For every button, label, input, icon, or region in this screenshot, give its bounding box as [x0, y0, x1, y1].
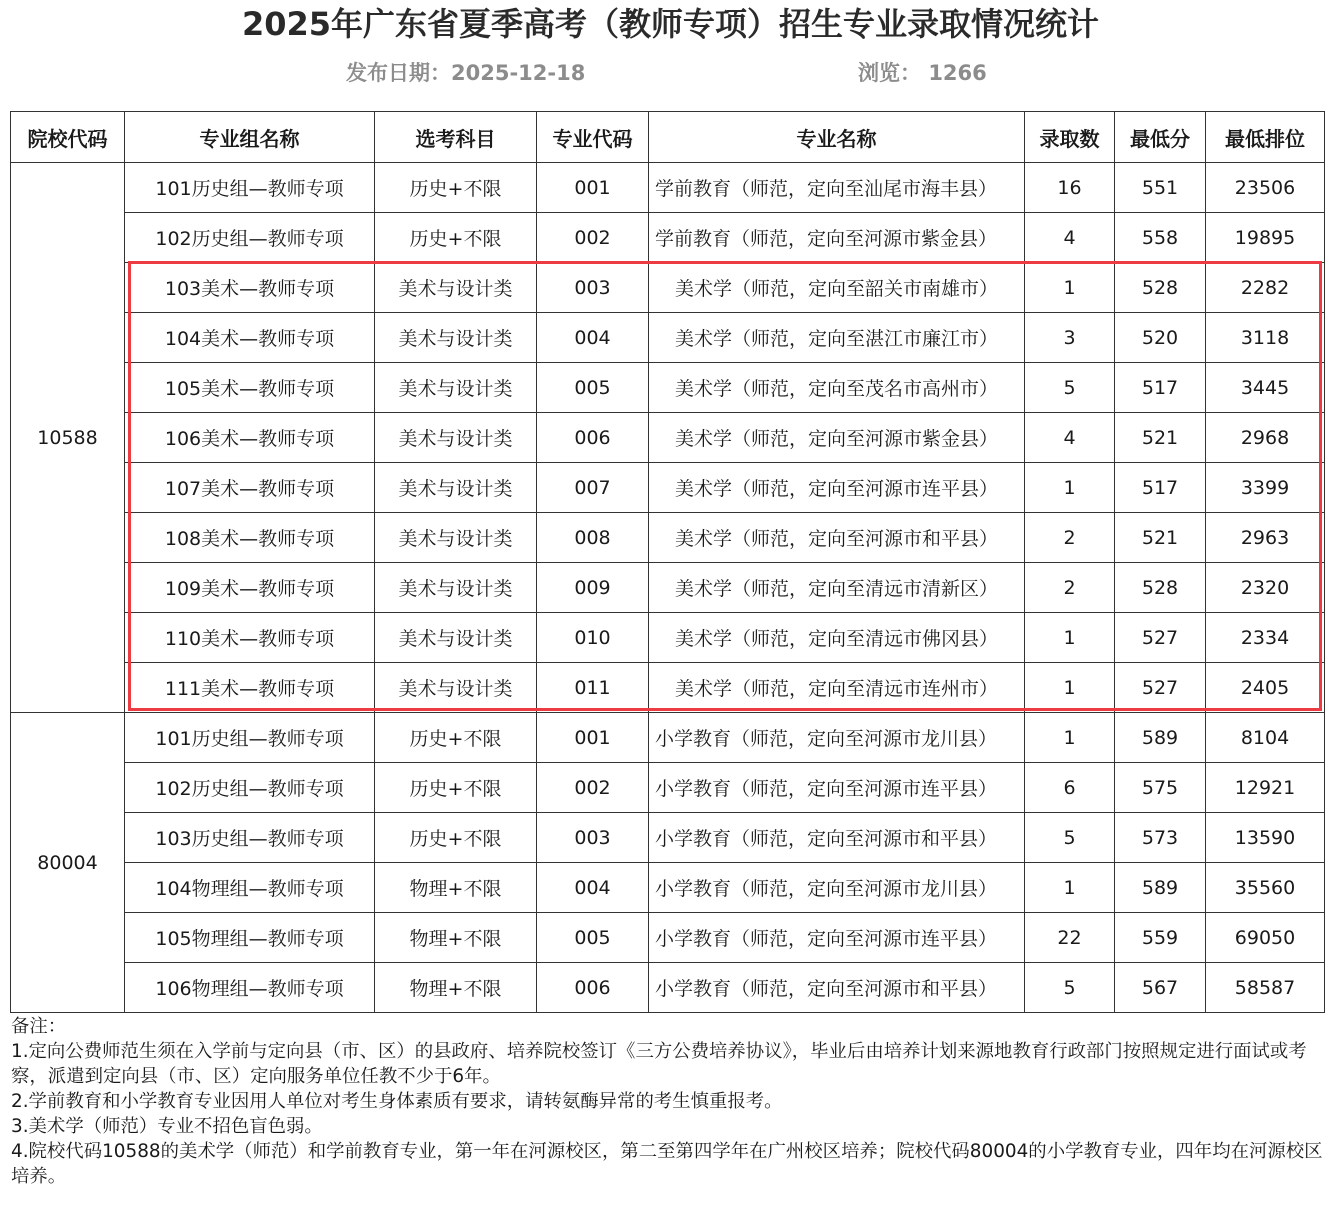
- cell-code: 009: [537, 563, 649, 613]
- cell-group: 101历史组—教师专项: [125, 163, 375, 213]
- cell-count: 1: [1025, 463, 1115, 513]
- cell-min-score: 551: [1115, 163, 1206, 213]
- cell-code: 002: [537, 763, 649, 813]
- note-item: 3.美术学（师范）专业不招色盲色弱。: [11, 1116, 323, 1137]
- cell-min-score: 527: [1115, 613, 1206, 663]
- cell-min-score: 558: [1115, 213, 1206, 263]
- cell-min-rank: 3118: [1206, 313, 1325, 363]
- cell-count: 5: [1025, 363, 1115, 413]
- cell-group: 102历史组—教师专项: [125, 763, 375, 813]
- note-item: 2.学前教育和小学教育专业因用人单位对考生身体素质有要求，请转氨酶异常的考生慎重报考。: [11, 1091, 783, 1112]
- cell-group: 102历史组—教师专项: [125, 213, 375, 263]
- cell-group: 110美术—教师专项: [125, 613, 375, 663]
- cell-min-rank: 2334: [1206, 613, 1325, 663]
- cell-group: 105美术—教师专项: [125, 363, 375, 413]
- cell-count: 1: [1025, 863, 1115, 913]
- cell-count: 1: [1025, 263, 1115, 313]
- cell-group: 104美术—教师专项: [125, 313, 375, 363]
- cell-subject: 历史+不限: [375, 163, 537, 213]
- column-header: 专业名称: [649, 112, 1025, 163]
- cell-min-score: 521: [1115, 413, 1206, 463]
- cell-code: 004: [537, 313, 649, 363]
- table-row: [11, 713, 1325, 763]
- table-row: [11, 563, 1325, 613]
- table-row: [11, 963, 1325, 1013]
- table-row: [11, 313, 1325, 363]
- cell-min-score: 589: [1115, 713, 1206, 763]
- cell-code: 005: [537, 913, 649, 963]
- cell-group: 109美术—教师专项: [125, 563, 375, 613]
- cell-min-rank: 2405: [1206, 663, 1325, 713]
- cell-subject: 物理+不限: [375, 913, 537, 963]
- cell-code: 006: [537, 963, 649, 1013]
- column-header: 专业组名称: [125, 112, 375, 163]
- cell-count: 6: [1025, 763, 1115, 813]
- cell-min-rank: 2968: [1206, 413, 1325, 463]
- cell-code: 004: [537, 863, 649, 913]
- cell-min-rank: 3445: [1206, 363, 1325, 413]
- table-row: [11, 913, 1325, 963]
- cell-count: 5: [1025, 813, 1115, 863]
- cell-min-rank: 2282: [1206, 263, 1325, 313]
- school-code-cell: 10588: [11, 163, 125, 713]
- cell-major: 美术学（师范，定向至湛江市廉江市）: [649, 313, 1025, 363]
- cell-count: 2: [1025, 563, 1115, 613]
- cell-min-score: 575: [1115, 763, 1206, 813]
- cell-min-score: 521: [1115, 513, 1206, 563]
- column-header: 院校代码: [11, 112, 125, 163]
- cell-min-rank: 35560: [1206, 863, 1325, 913]
- cell-code: 008: [537, 513, 649, 563]
- cell-subject: 美术与设计类: [375, 463, 537, 513]
- page-title: 2025年广东省夏季高考（教师专项）招生专业录取情况统计: [241, 5, 1100, 43]
- table-row: [11, 413, 1325, 463]
- table-row: [11, 463, 1325, 513]
- view-count-value: 1266: [928, 61, 987, 85]
- cell-min-score: 527: [1115, 663, 1206, 713]
- cell-subject: 历史+不限: [375, 813, 537, 863]
- view-count: [858, 58, 987, 88]
- cell-group: 105物理组—教师专项: [125, 913, 375, 963]
- cell-major: 美术学（师范，定向至河源市连平县）: [649, 463, 1025, 513]
- cell-min-rank: 2963: [1206, 513, 1325, 563]
- cell-major: 学前教育（师范，定向至汕尾市海丰县）: [649, 163, 1025, 213]
- cell-min-rank: 2320: [1206, 563, 1325, 613]
- cell-min-rank: 13590: [1206, 813, 1325, 863]
- column-header: 最低排位: [1206, 112, 1325, 163]
- cell-major: 小学教育（师范，定向至河源市和平县）: [649, 813, 1025, 863]
- cell-group: 108美术—教师专项: [125, 513, 375, 563]
- cell-subject: 历史+不限: [375, 763, 537, 813]
- admission-table: [10, 111, 1325, 1013]
- cell-code: 003: [537, 263, 649, 313]
- view-count-label: 浏览：: [858, 61, 921, 85]
- cell-subject: 物理+不限: [375, 963, 537, 1013]
- table-row: [11, 813, 1325, 863]
- table-row: [11, 663, 1325, 713]
- cell-subject: 物理+不限: [375, 863, 537, 913]
- cell-min-score: 589: [1115, 863, 1206, 913]
- cell-min-score: 573: [1115, 813, 1206, 863]
- column-header: 专业代码: [537, 112, 649, 163]
- cell-min-score: 520: [1115, 313, 1206, 363]
- cell-count: 16: [1025, 163, 1115, 213]
- cell-code: 010: [537, 613, 649, 663]
- cell-min-rank: 12921: [1206, 763, 1325, 813]
- cell-major: 美术学（师范，定向至河源市和平县）: [649, 513, 1025, 563]
- cell-subject: 美术与设计类: [375, 363, 537, 413]
- cell-code: 002: [537, 213, 649, 263]
- cell-group: 107美术—教师专项: [125, 463, 375, 513]
- cell-major: 美术学（师范，定向至清远市清新区）: [649, 563, 1025, 613]
- cell-subject: 美术与设计类: [375, 563, 537, 613]
- table-row: [11, 213, 1325, 263]
- cell-major: 小学教育（师范，定向至河源市连平县）: [649, 913, 1025, 963]
- cell-group: 106物理组—教师专项: [125, 963, 375, 1013]
- cell-count: 4: [1025, 413, 1115, 463]
- cell-major: 美术学（师范，定向至韶关市南雄市）: [649, 263, 1025, 313]
- cell-major: 小学教育（师范，定向至河源市和平县）: [649, 963, 1025, 1013]
- column-header: 录取数: [1025, 112, 1115, 163]
- cell-count: 4: [1025, 213, 1115, 263]
- cell-min-score: 517: [1115, 463, 1206, 513]
- school-code-cell: 80004: [11, 713, 125, 1013]
- cell-group: 101历史组—教师专项: [125, 713, 375, 763]
- cell-min-rank: 23506: [1206, 163, 1325, 213]
- cell-count: 1: [1025, 613, 1115, 663]
- cell-subject: 美术与设计类: [375, 613, 537, 663]
- table-header-row: [11, 112, 1325, 163]
- cell-code: 011: [537, 663, 649, 713]
- cell-subject: 历史+不限: [375, 213, 537, 263]
- cell-min-score: 559: [1115, 913, 1206, 963]
- cell-major: 美术学（师范，定向至河源市紫金县）: [649, 413, 1025, 463]
- table-row: [11, 263, 1325, 313]
- cell-count: 1: [1025, 713, 1115, 763]
- cell-subject: 美术与设计类: [375, 663, 537, 713]
- cell-subject: 美术与设计类: [375, 313, 537, 363]
- cell-min-rank: 3399: [1206, 463, 1325, 513]
- cell-subject: 美术与设计类: [375, 263, 537, 313]
- cell-subject: 美术与设计类: [375, 513, 537, 563]
- cell-count: 5: [1025, 963, 1115, 1013]
- cell-count: 2: [1025, 513, 1115, 563]
- cell-major: 美术学（师范，定向至茂名市高州市）: [649, 363, 1025, 413]
- cell-major: 美术学（师范，定向至清远市连州市）: [649, 663, 1025, 713]
- cell-group: 103美术—教师专项: [125, 263, 375, 313]
- cell-min-rank: 8104: [1206, 713, 1325, 763]
- publish-date: [346, 58, 585, 88]
- cell-major: 小学教育（师范，定向至河源市龙川县）: [649, 863, 1025, 913]
- cell-major: 学前教育（师范，定向至河源市紫金县）: [649, 213, 1025, 263]
- cell-min-rank: 58587: [1206, 963, 1325, 1013]
- cell-major: 小学教育（师范，定向至河源市连平县）: [649, 763, 1025, 813]
- cell-code: 005: [537, 363, 649, 413]
- cell-count: 1: [1025, 663, 1115, 713]
- cell-min-score: 528: [1115, 263, 1206, 313]
- cell-min-score: 517: [1115, 363, 1206, 413]
- cell-min-rank: 69050: [1206, 913, 1325, 963]
- table-row: [11, 763, 1325, 813]
- cell-count: 22: [1025, 913, 1115, 963]
- table-row: [11, 613, 1325, 663]
- cell-min-score: 528: [1115, 563, 1206, 613]
- note-item: 1.定向公费师范生须在入学前与定向县（市、区）的县政府、培养院校签订《三方公费培养协议》，毕业后由培养计划来源地教育行政部门按照规定进行面试或考察，派遣到定向县（市、区）定向服务单位任教不少于6年。: [11, 1041, 1307, 1087]
- publish-date-value: 2025-12-18: [451, 61, 586, 85]
- cell-group: 103历史组—教师专项: [125, 813, 375, 863]
- table-row: [11, 163, 1325, 213]
- notes-heading: 备注：: [11, 1016, 67, 1037]
- table-row: [11, 863, 1325, 913]
- column-header: 最低分: [1115, 112, 1206, 163]
- cell-min-score: 567: [1115, 963, 1206, 1013]
- cell-code: 006: [537, 413, 649, 463]
- cell-subject: 历史+不限: [375, 713, 537, 763]
- note-item: 4.院校代码10588的美术学（师范）和学前教育专业，第一年在河源校区，第二至第四学年在广州校区培养；院校代码80004的小学教育专业，四年均在河源校区培养。: [11, 1141, 1323, 1187]
- cell-code: 001: [537, 163, 649, 213]
- table-row: [11, 513, 1325, 563]
- column-header: 选考科目: [375, 112, 537, 163]
- cell-major: 美术学（师范，定向至清远市佛冈县）: [649, 613, 1025, 663]
- notes-section: [11, 1014, 1323, 1189]
- cell-code: 007: [537, 463, 649, 513]
- cell-subject: 美术与设计类: [375, 413, 537, 463]
- table-row: [11, 363, 1325, 413]
- cell-group: 111美术—教师专项: [125, 663, 375, 713]
- cell-group: 106美术—教师专项: [125, 413, 375, 463]
- cell-code: 001: [537, 713, 649, 763]
- cell-min-rank: 19895: [1206, 213, 1325, 263]
- cell-group: 104物理组—教师专项: [125, 863, 375, 913]
- cell-major: 小学教育（师范，定向至河源市龙川县）: [649, 713, 1025, 763]
- publish-date-label: 发布日期：: [346, 61, 451, 85]
- cell-count: 3: [1025, 313, 1115, 363]
- cell-code: 003: [537, 813, 649, 863]
